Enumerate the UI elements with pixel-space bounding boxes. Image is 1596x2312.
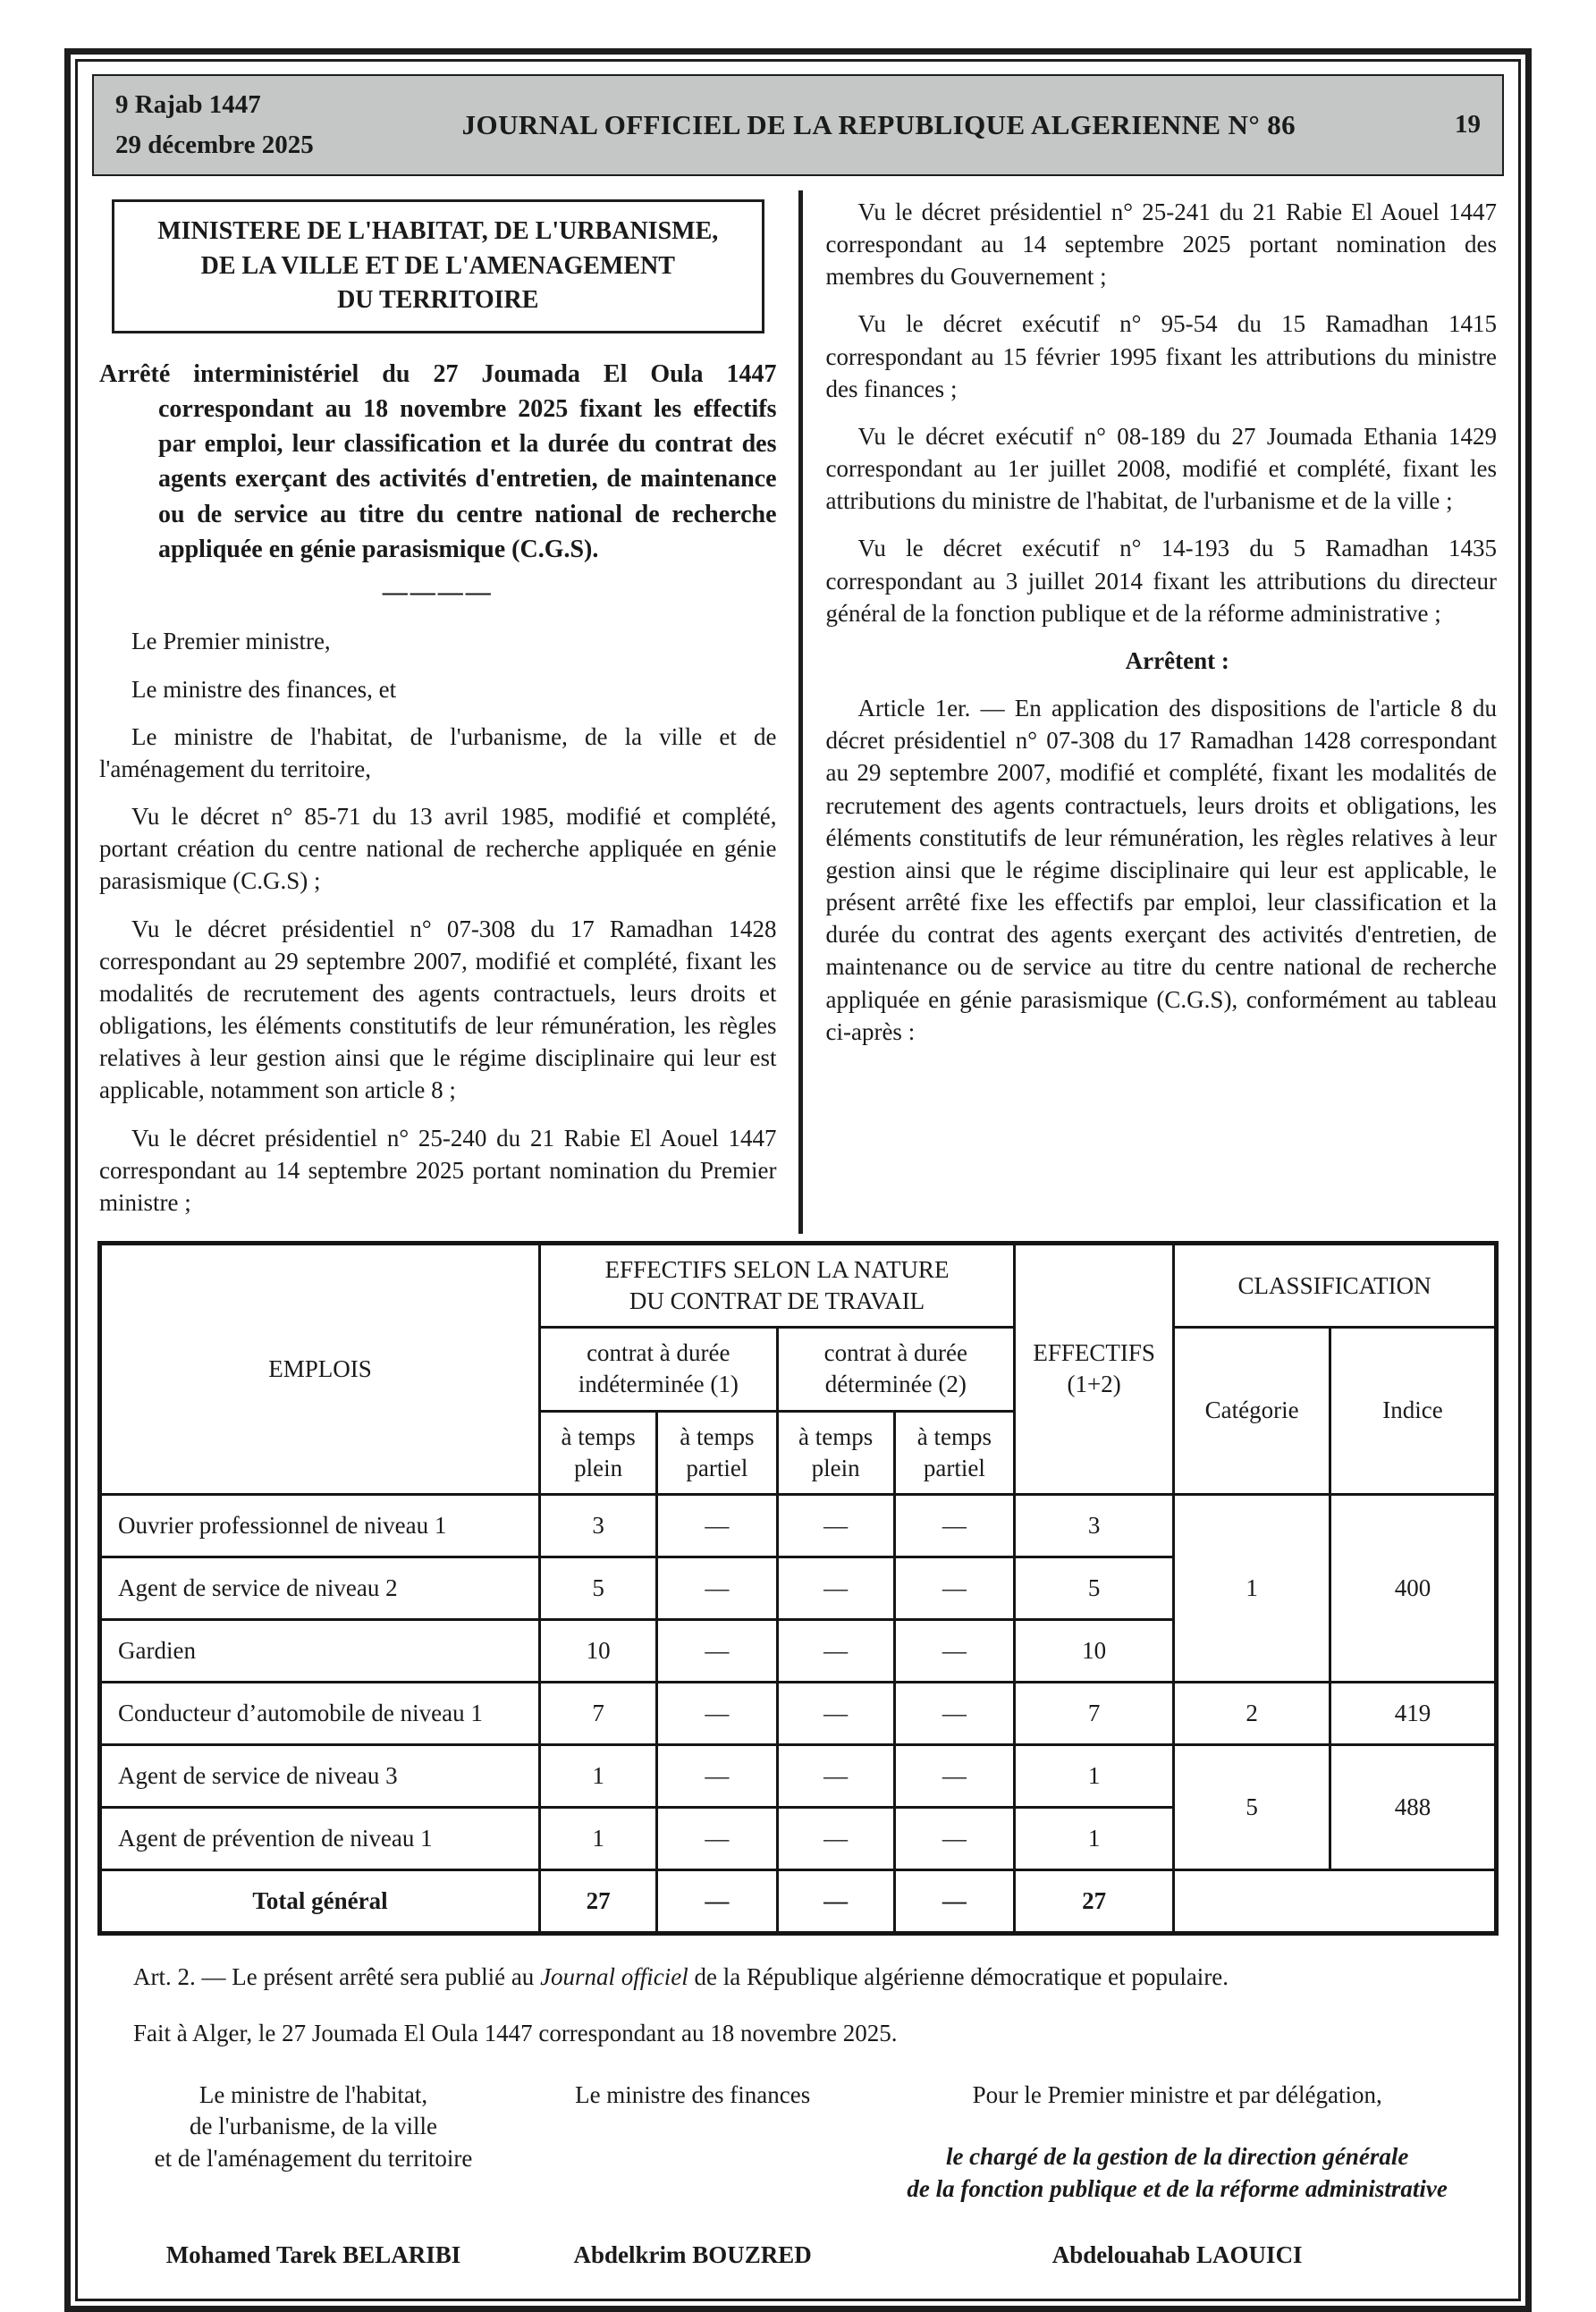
signature-block-habitat — [96, 2080, 531, 2272]
header-line: EFFECTIFS — [1033, 1339, 1155, 1367]
cell-cdi-partiel: — — [657, 1619, 777, 1682]
signatory-name: Abdelkrim BOUZRED — [573, 2241, 812, 2269]
effectifs-table — [97, 1241, 1499, 1936]
signature-block-delegation — [854, 2080, 1500, 2272]
ministry-line: DU TERRITOIRE — [337, 286, 539, 315]
paragraph: Vu le décret n° 85-71 du 13 avril 1985, modifié et complété, portant création du centre national de recherche appliquée en génie parasismique (C.G.S) ; — [99, 803, 777, 895]
signature-row — [96, 2080, 1500, 2272]
role-line: Le ministre de l'habitat, — [198, 2080, 428, 2108]
cell-cdi-plein: 10 — [540, 1619, 657, 1682]
page-number: 19 — [1455, 110, 1481, 139]
paragraph: Vu le décret exécutif n° 95-54 du 15 Ramadhan 1415 correspondant au 15 février 1995 fixant les attributions du ministre des finances ; — [825, 310, 1497, 402]
cell-cdd-partiel: — — [894, 1682, 1014, 1744]
text-columns — [90, 190, 1506, 1234]
cell-cdd-plein: — — [777, 1870, 894, 1934]
header-line: (1+2) — [1067, 1371, 1121, 1398]
cell-cdd-partiel: — — [894, 1745, 1014, 1808]
role-line: Pour le Premier ministre et par délégation, — [972, 2080, 1382, 2108]
signature-role — [531, 2080, 854, 2112]
cell-categorie: 1 — [1174, 1494, 1330, 1682]
cell-cdi-partiel: — — [657, 1682, 777, 1744]
paragraph: Le Premier ministre, — [131, 628, 331, 655]
cell-emploi: Agent de service de niveau 2 — [100, 1557, 540, 1619]
cell-cdi-partiel: — — [657, 1808, 777, 1870]
header-dates — [115, 85, 314, 165]
header-line: contrat à durée — [823, 1339, 968, 1367]
cell-cdd-plein: — — [777, 1808, 894, 1870]
cell-cdd-partiel: — — [894, 1494, 1014, 1557]
header-line: à temps — [680, 1422, 755, 1450]
header-band — [92, 74, 1504, 176]
col-header-emplois: EMPLOIS — [100, 1244, 540, 1495]
cell-cdi-partiel: — — [657, 1745, 777, 1808]
delegate-line: de la fonction publique et de la réforme administrative — [907, 2174, 1448, 2202]
cell-cdd-plein: — — [777, 1745, 894, 1808]
header-line: indéterminée (1) — [578, 1371, 739, 1398]
header-line: plein — [811, 1454, 860, 1481]
cell-total-label: Total général — [100, 1870, 540, 1934]
header-line: DU CONTRAT DE TRAVAIL — [629, 1287, 925, 1315]
col-header-temps-partiel — [894, 1411, 1014, 1494]
cell-cdi-plein: 5 — [540, 1557, 657, 1619]
paragraph: Vu le décret exécutif n° 08-189 du 27 Joumada Ethania 1429 correspondant au 1er juillet 2008, modifié et complété, fixant les attributions du ministre de l'habitat, de l'urbanisme et de la ville ; — [825, 422, 1497, 515]
signatory-name: Abdelouahab LAOUICI — [1051, 2241, 1303, 2269]
right-column — [798, 190, 1507, 1234]
cell-effectifs: 1 — [1015, 1808, 1174, 1870]
article-2-paragraph — [101, 1961, 1495, 1993]
cell-emploi: Ouvrier professionnel de niveau 1 — [100, 1494, 540, 1557]
ministry-line: MINISTERE DE L'HABITAT, DE L'URBANISME, — [157, 216, 719, 245]
fait-a-alger-line: Fait à Alger, le 27 Joumada El Oula 1447 correspondant au 18 novembre 2025. — [133, 2019, 898, 2046]
journal-title: JOURNAL OFFICIEL DE LA REPUBLIQUE ALGERIENNE N° 86 — [461, 108, 1296, 140]
page-inner — [75, 59, 1521, 2301]
date-gregorian: 29 décembre 2025 — [115, 130, 314, 159]
cell-cdi-partiel: — — [657, 1494, 777, 1557]
delegate-line: le chargé de la gestion de la direction générale — [945, 2143, 1409, 2171]
role-line: Le ministre des finances — [575, 2080, 811, 2108]
decree-title: Arrêté interministériel du 27 Joumada El Oula 1447 correspondant au 18 novembre 2025 fixant les effectifs par emploi, leur classification et la durée du contrat des agents exerçant des activités d'entretien, de maintenance ou de service au titre du centre national de recherche appliquée en génie parasismique (C.G.S). — [99, 359, 777, 563]
header-line: EFFECTIFS SELON LA NATURE — [604, 1256, 950, 1284]
date-hijri: 9 Rajab 1447 — [115, 90, 261, 119]
cell-cdi-plein: 27 — [540, 1870, 657, 1934]
signatory-name: Mohamed Tarek BELARIBI — [165, 2241, 461, 2269]
cell-cdi-plein: 1 — [540, 1745, 657, 1808]
cell-categorie: 2 — [1174, 1682, 1330, 1744]
table-row — [100, 1494, 1497, 1557]
header-line: contrat à durée — [587, 1339, 730, 1367]
cell-effectifs: 1 — [1015, 1745, 1174, 1808]
paragraph: Vu le décret exécutif n° 14-193 du 5 Ramadhan 1435 correspondant au 3 juillet 2014 fixant les attributions du directeur général de la fonction publique et de la réforme administrative ; — [825, 535, 1497, 627]
arretent-heading: Arrêtent : — [1125, 646, 1229, 674]
cell-cdd-plein: — — [777, 1557, 894, 1619]
cell-effectifs: 3 — [1015, 1494, 1174, 1557]
table-total-row — [100, 1870, 1497, 1934]
signature-role — [854, 2080, 1500, 2112]
ministry-box — [112, 199, 764, 333]
paragraph: Vu le décret présidentiel n° 25-240 du 21 Rabie El Aouel 1447 correspondant au 14 septembre 2025 portant nomination du Premier ministre ; — [99, 1124, 777, 1216]
header-line: à temps — [916, 1422, 992, 1450]
col-header-temps-partiel — [657, 1411, 777, 1494]
paragraph: Le ministre de l'habitat, de l'urbanisme, de la ville et de l'aménagement du territoire, — [99, 722, 777, 782]
cell-emploi: Agent de prévention de niveau 1 — [100, 1808, 540, 1870]
art2-text: de la République algérienne démocratique et populaire. — [688, 1963, 1229, 1991]
role-line: de l'urbanisme, de la ville — [189, 2113, 438, 2140]
cell-cdd-plein: — — [777, 1494, 894, 1557]
cell-categorie: 5 — [1174, 1745, 1330, 1870]
cell-effectifs: 5 — [1015, 1557, 1174, 1619]
cell-cdi-partiel: — — [657, 1557, 777, 1619]
table-row — [100, 1682, 1497, 1744]
cell-cdd-partiel: — — [894, 1808, 1014, 1870]
cell-cdd-plein: — — [777, 1619, 894, 1682]
left-column — [90, 190, 798, 1234]
col-header-temps-plein — [777, 1411, 894, 1494]
col-header-cdd — [777, 1328, 1015, 1411]
journal-officiel-italic: Journal officiel — [540, 1963, 688, 1991]
col-header-nature-contrat — [540, 1244, 1015, 1328]
signature-block-finances — [531, 2080, 854, 2272]
cell-emploi: Conducteur d’automobile de niveau 1 — [100, 1682, 540, 1744]
cell-effectifs: 27 — [1015, 1870, 1174, 1934]
page-frame — [64, 48, 1532, 2312]
cell-emploi: Gardien — [100, 1619, 540, 1682]
header-line: partiel — [686, 1454, 748, 1481]
paragraph: Vu le décret présidentiel n° 07-308 du 17 Ramadhan 1428 correspondant au 29 septembre 2007, modifié et complété, fixant les modalités de recrutement des agents contractuels, leurs droits et obligations, les éléments constitutifs de leur rémunération, les règles relatives à leur gestion ainsi que le régime disciplinaire qui leur est applicable, notamment son article 8 ; — [99, 915, 777, 1104]
cell-cdd-partiel: — — [894, 1557, 1014, 1619]
header-line: à temps — [798, 1422, 874, 1450]
art2-text: Art. 2. — Le présent arrêté sera publié au — [133, 1963, 541, 1991]
cell-emploi: Agent de service de niveau 3 — [100, 1745, 540, 1808]
header-line: plein — [574, 1454, 623, 1481]
paragraph: Le ministre des finances, et — [131, 675, 397, 703]
delegate-title — [854, 2141, 1500, 2205]
header-line: partiel — [923, 1454, 985, 1481]
signature-role — [96, 2080, 531, 2175]
col-header-cdi — [540, 1328, 778, 1411]
col-header-effectifs — [1015, 1244, 1174, 1495]
role-line: et de l'aménagement du territoire — [154, 2144, 473, 2172]
col-header-temps-plein — [540, 1411, 657, 1494]
article-1-paragraph: Article 1er. — En application des dispositions de l'article 8 du décret présidentiel n° 07-308 du 17 Ramadhan 1428 correspondant au 29 septembre 2007, modifié et complété, fixant les modalités de recrutement des agents contractuels, leurs droits et obligations, les éléments constitutifs de leur rémunération, les règles relatives à leur gestion ainsi que le régime disciplinaire qui leur est applicable, le présent arrêté fixe les effectifs par emploi, leur classification et la durée du contrat des agents exerçant des activités d'entretien, de maintenance ou de service au titre du centre national de recherche appliquée en génie parasismique (C.G.S), conformément au tableau ci-après : — [825, 695, 1497, 1045]
cell-cdi-partiel: — — [657, 1870, 777, 1934]
col-header-indice: Indice — [1330, 1328, 1497, 1494]
col-header-categorie: Catégorie — [1174, 1328, 1330, 1494]
paragraph: Vu le décret présidentiel n° 25-241 du 21 Rabie El Aouel 1447 correspondant au 14 septembre 2025 portant nomination des membres du Gouvernement ; — [825, 198, 1497, 291]
cell-indice: 419 — [1330, 1682, 1497, 1744]
col-header-classification: CLASSIFICATION — [1174, 1244, 1497, 1328]
cell-cdd-partiel: — — [894, 1870, 1014, 1934]
cell-effectifs: 10 — [1015, 1619, 1174, 1682]
cell-cdi-plein: 1 — [540, 1808, 657, 1870]
cell-empty — [1174, 1870, 1497, 1934]
cell-cdd-plein: — — [777, 1682, 894, 1744]
cell-cdd-partiel: — — [894, 1619, 1014, 1682]
header-line: à temps — [561, 1422, 636, 1450]
table-row — [100, 1745, 1497, 1808]
cell-indice: 400 — [1330, 1494, 1497, 1682]
cell-cdi-plein: 3 — [540, 1494, 657, 1557]
cell-effectifs: 7 — [1015, 1682, 1174, 1744]
ministry-line: DE LA VILLE ET DE L'AMENAGEMENT — [200, 251, 675, 280]
cell-indice: 488 — [1330, 1745, 1497, 1870]
cell-cdi-plein: 7 — [540, 1682, 657, 1744]
header-line: déterminée (2) — [824, 1371, 967, 1398]
dash-separator: ———— — [382, 578, 494, 606]
